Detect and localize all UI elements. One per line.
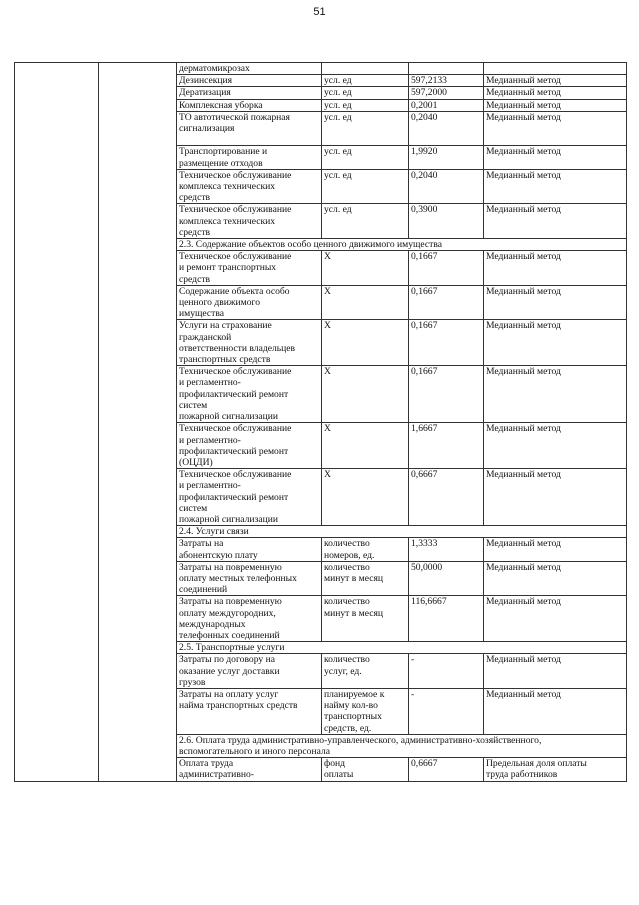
- cost-name-cell: дерматомикрозах: [177, 63, 322, 75]
- method-cell: Медианный метод: [484, 469, 627, 526]
- method-cell: Медианный метод: [484, 561, 627, 596]
- cost-name-cell: Затраты на абонентскую плату: [177, 538, 322, 561]
- method-cell: Медианный метод: [484, 75, 627, 87]
- value-cell: 0,2001: [409, 99, 484, 111]
- value-cell: 1,6667: [409, 423, 484, 469]
- value-cell: 0,1667: [409, 320, 484, 366]
- cost-name-cell: Содержание объекта особо ценного движимого имущества: [177, 285, 322, 320]
- method-cell: Медианный метод: [484, 654, 627, 689]
- section-title: 2.5. Транспортные услуги: [177, 642, 627, 654]
- cost-name-cell: Затраты на оплату услуг найма транспортных средств: [177, 688, 322, 734]
- unit-cell: усл. ед: [322, 111, 409, 146]
- unit-cell: фонд оплаты: [322, 758, 409, 781]
- value-cell: [409, 63, 484, 75]
- unit-cell: X: [322, 251, 409, 286]
- unit-cell: X: [322, 423, 409, 469]
- unit-cell: X: [322, 469, 409, 526]
- value-cell: 0,1667: [409, 251, 484, 286]
- page-number: 51: [313, 6, 326, 18]
- value-cell: 0,6667: [409, 758, 484, 781]
- section-title: 2.4. Услуги связи: [177, 526, 627, 538]
- unit-cell: планируемое к найму кол-во транспортных средств, ед.: [322, 688, 409, 734]
- table-row: [15, 63, 627, 75]
- method-cell: Медианный метод: [484, 146, 627, 169]
- unit-cell: количество минут в месяц: [322, 596, 409, 642]
- value-cell: -: [409, 654, 484, 689]
- cost-name-cell: Техническое обслуживание комплекса технических средств: [177, 169, 322, 204]
- value-cell: 0,2040: [409, 111, 484, 146]
- method-cell: Медианный метод: [484, 320, 627, 366]
- cost-name-cell: Транспортирование и размещение отходов: [177, 146, 322, 169]
- unit-cell: количество номеров, ед.: [322, 538, 409, 561]
- cost-name-cell: Затраты на повременную оплату местных телефонных соединений: [177, 561, 322, 596]
- unit-cell: X: [322, 366, 409, 423]
- method-cell: Медианный метод: [484, 596, 627, 642]
- cost-name-cell: Техническое обслуживание и регламентно- профилактический ремонт систем пожарной сигнализации: [177, 366, 322, 423]
- cost-name-cell: Затраты на повременную оплату междугородних, международных телефонных соединений: [177, 596, 322, 642]
- unit-cell: усл. ед: [322, 75, 409, 87]
- method-cell: Медианный метод: [484, 87, 627, 99]
- unit-cell: [322, 63, 409, 75]
- cost-name-cell: Техническое обслуживание комплекса технических средств: [177, 204, 322, 239]
- method-cell: Медианный метод: [484, 99, 627, 111]
- cost-name-cell: Оплата труда административно-: [177, 758, 322, 781]
- cost-name-cell: Техническое обслуживание и регламентно- профилактический ремонт систем пожарной сигнализации: [177, 469, 322, 526]
- method-cell: Медианный метод: [484, 204, 627, 239]
- cost-name-cell: Дезинсекция: [177, 75, 322, 87]
- method-cell: Предельная доля оплаты труда работников: [484, 758, 627, 781]
- method-cell: Медианный метод: [484, 538, 627, 561]
- unit-cell: усл. ед: [322, 204, 409, 239]
- unit-cell: X: [322, 285, 409, 320]
- method-cell: Медианный метод: [484, 251, 627, 286]
- value-cell: 0,3900: [409, 204, 484, 239]
- section-title: 2.6. Оплата труда административно-управленческого, административно-хозяйственного, вспомогательного и иного персонала: [177, 734, 627, 757]
- method-cell: [484, 63, 627, 75]
- method-cell: Медианный метод: [484, 688, 627, 734]
- value-cell: 0,6667: [409, 469, 484, 526]
- cost-table: [14, 62, 627, 782]
- value-cell: 597,2000: [409, 87, 484, 99]
- unit-cell: количество минут в месяц: [322, 561, 409, 596]
- value-cell: 1,9920: [409, 146, 484, 169]
- cost-name-cell: Услуги на страхование гражданской ответственности владельцев транспортных средств: [177, 320, 322, 366]
- cost-name-cell: Комплексная уборка: [177, 99, 322, 111]
- cost-name-cell: ТО автотической пожарная сигнализация: [177, 111, 322, 146]
- cost-name-cell: Техническое обслуживание и регламентно- профилактический ремонт (ОЦДИ): [177, 423, 322, 469]
- unit-cell: усл. ед: [322, 169, 409, 204]
- cost-table-body: [15, 63, 627, 782]
- section-title: 2.3. Содержание объектов особо ценного движимого имущества: [177, 239, 627, 251]
- method-cell: Медианный метод: [484, 111, 627, 146]
- value-cell: -: [409, 688, 484, 734]
- value-cell: 1,3333: [409, 538, 484, 561]
- unit-cell: количество услуг, ед.: [322, 654, 409, 689]
- cost-name-cell: Дератизация: [177, 87, 322, 99]
- unit-cell: усл. ед: [322, 99, 409, 111]
- value-cell: 0,1667: [409, 285, 484, 320]
- unit-cell: X: [322, 320, 409, 366]
- unit-cell: усл. ед: [322, 87, 409, 99]
- value-cell: 0,1667: [409, 366, 484, 423]
- method-cell: Медианный метод: [484, 169, 627, 204]
- method-cell: Медианный метод: [484, 366, 627, 423]
- cost-name-cell: Затраты по договору на оказание услуг доставки грузов: [177, 654, 322, 689]
- method-cell: Медианный метод: [484, 423, 627, 469]
- cost-name-cell: Техническое обслуживание и ремонт транспортных средств: [177, 251, 322, 286]
- value-cell: 116,6667: [409, 596, 484, 642]
- value-cell: 50,0000: [409, 561, 484, 596]
- code-blank-column: [99, 63, 177, 782]
- value-cell: 597,2133: [409, 75, 484, 87]
- left-blank-column: [15, 63, 99, 782]
- method-cell: Медианный метод: [484, 285, 627, 320]
- value-cell: 0,2040: [409, 169, 484, 204]
- unit-cell: усл. ед: [322, 146, 409, 169]
